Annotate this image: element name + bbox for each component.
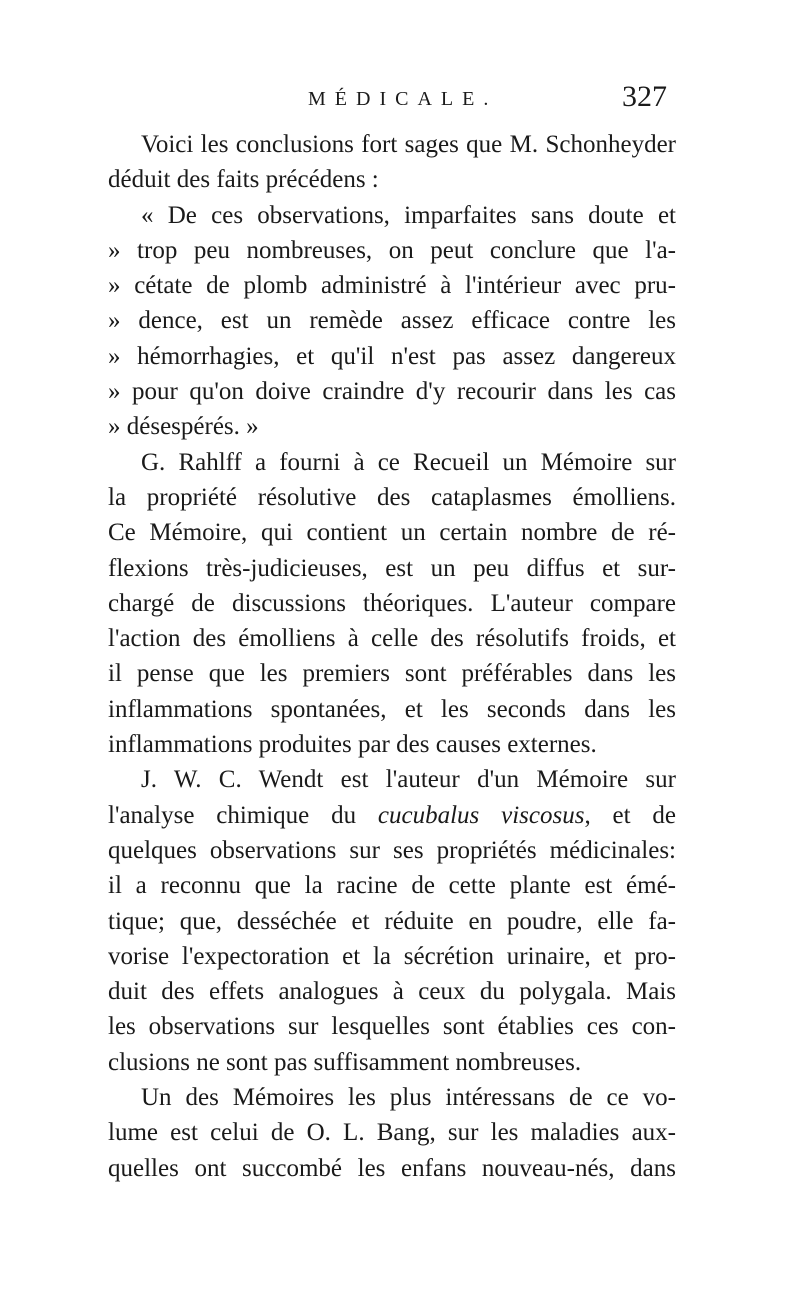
text-line: vorise l'expectoration et la sécrétion urinaire, et pro-: [108, 942, 676, 970]
quote-line: » trop peu nombreuses, on peut conclure que l'a-: [108, 236, 676, 264]
text-line: Un des Mémoires les plus intéressans de ce vo-: [141, 1084, 676, 1112]
text-line: J. W. C. Wendt est l'auteur d'un Mémoire sur: [141, 766, 676, 794]
text-line: déduit des faits précédens :: [108, 166, 379, 194]
quote-line: » pour qu'on doive craindre d'y recourir dans les cas: [108, 378, 676, 406]
text-line: l'action des émolliens à celle des résolutifs froids, et: [108, 625, 676, 653]
running-title: MÉDICALE.: [308, 88, 498, 110]
quote-line: » cétate de plomb administré à l'intérieur avec pru-: [108, 272, 676, 300]
body-text: [108, 127, 676, 1186]
page-number: 327: [622, 80, 667, 113]
text-line: Ce Mémoire, qui contient un certain nombre de ré-: [108, 519, 676, 547]
text-line: inflammations spontanées, et les seconds dans les: [108, 695, 676, 723]
text-line: il pense que les premiers sont préférables dans les: [108, 660, 676, 688]
text-segment: l'analyse chimique du: [108, 801, 378, 829]
quote-line: » dence, est un remède assez efficace contre les: [108, 307, 676, 335]
text-line: la propriété résolutive des cataplasmes émolliens.: [108, 483, 676, 511]
text-line: G. Rahlff a fourni à ce Recueil un Mémoire sur: [141, 448, 676, 476]
text-line: inflammations produites par des causes externes.: [108, 731, 597, 759]
text-segment: , et de: [584, 801, 676, 829]
text-line: les observations sur lesquelles sont établies ces con-: [108, 1013, 676, 1041]
text-line: lume est celui de O. L. Bang, sur les maladies aux-: [108, 1119, 676, 1147]
text-line: Voici les conclusions fort sages que M. Schonheyder: [141, 131, 676, 158]
quote-line: » hémorrhagies, et qu'il n'est pas assez dangereux: [108, 342, 676, 370]
text-line: chargé de discussions théoriques. L'auteur compare: [108, 589, 676, 617]
text-line: quelques observations sur ses propriétés médicinales:: [108, 836, 676, 864]
text-line: flexions très-judicieuses, est un peu diffus et sur-: [108, 554, 676, 582]
text-line: duit des effets analogues à ceux du polygala. Mais: [108, 978, 676, 1006]
quote-line: « De ces observations, imparfaites sans doute et: [141, 201, 676, 229]
text-line: il a reconnu que la racine de cette plante est émé-: [108, 872, 676, 900]
quote-line: » désespérés. »: [108, 413, 259, 441]
text-line: [108, 798, 676, 833]
species-name: cucubalus viscosus: [377, 801, 585, 829]
text-line: tique; que, desséchée et réduite en poudre, elle fa-: [108, 907, 676, 935]
text-line: quelles ont succombé les enfans nouveau-nés, dans: [108, 1154, 676, 1182]
text-line: clusions ne sont pas suffisamment nombreuses.: [108, 1048, 582, 1076]
